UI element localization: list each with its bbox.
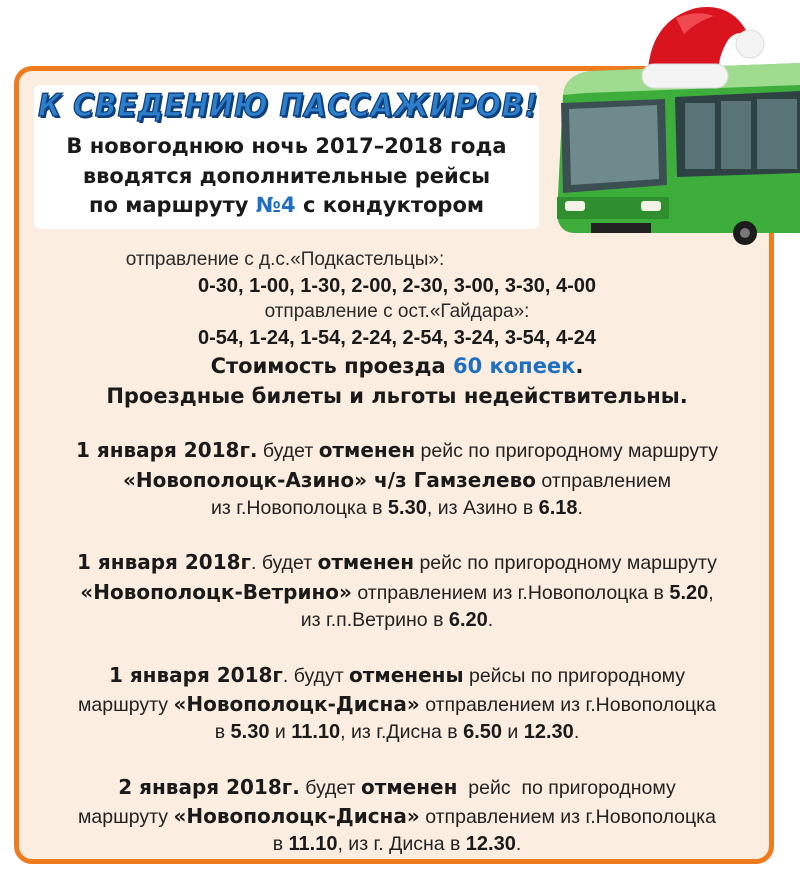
notice-3-line-2: маршруту «Новополоцк-Дисна» отправлением из г.Новополоцка (78, 692, 716, 716)
notice-2-line-3: из г.п.Ветрино в 6.20. (300, 609, 494, 631)
departure-times-2: 0-54, 1-24, 1-54, 2-24, 2-54, 3-24, 3-54, 4-24 (197, 327, 597, 349)
notice-1-line-1: 1 января 2018г. будет отменен рейс по пригородному маршруту (75, 438, 719, 462)
notice-4-line-2: маршруту «Новополоцк-Дисна» отправлением из г.Новополоцка (78, 804, 716, 828)
departure-label-1: отправление с д.с.«Подкастельцы»: (125, 249, 445, 270)
notice-1-line-3: из г.Новополоцка в 5.30, из Азино в 6.18. (211, 497, 583, 519)
header-line-2: вводятся дополнительные рейсы (82, 164, 491, 188)
tickets-note: Проездные билеты и льготы недействительны. (106, 384, 688, 408)
header-line-1: В новогоднюю ночь 2017–2018 года (66, 134, 507, 158)
notice-4-line-1: 2 января 2018г. будет отменен рейс по пригородному (118, 775, 676, 799)
fare-value: 60 копеек (452, 354, 576, 378)
notice-3-line-1: 1 января 2018г. будут отменены рейсы по пригородному (108, 663, 686, 687)
notice-2-line-2: «Новополоцк-Ветрино» отправлением из г.Новополоцка в 5.20, (80, 580, 714, 604)
notice-2-line-1: 1 января 2018г. будет отменен рейс по пригородному маршруту (77, 550, 717, 574)
departure-label-2: отправление с ост.«Гайдара»: (264, 301, 530, 322)
page-title: К СВЕДЕНИЮ ПАССАЖИРОВ! (38, 88, 539, 124)
fare-line: Стоимость проезда 60 копеек. (210, 354, 584, 378)
notice-1-line-2: «Новополоцк-Азино» ч/з Гамзелево отправлением (122, 468, 672, 492)
route-number: №4 (255, 193, 296, 217)
header-line-3: по маршруту №4 с кондуктором (88, 193, 485, 217)
santa-hat-icon (636, 0, 768, 96)
notice-3-line-3: в 5.30 и 11.10, из г.Дисна в 6.50 и 12.30. (214, 721, 580, 743)
notice-4-line-3: в 11.10, из г. Дисна в 12.30. (272, 833, 522, 855)
departure-times-1: 0-30, 1-00, 1-30, 2-00, 2-30, 3-00, 3-30, 4-00 (197, 275, 597, 297)
